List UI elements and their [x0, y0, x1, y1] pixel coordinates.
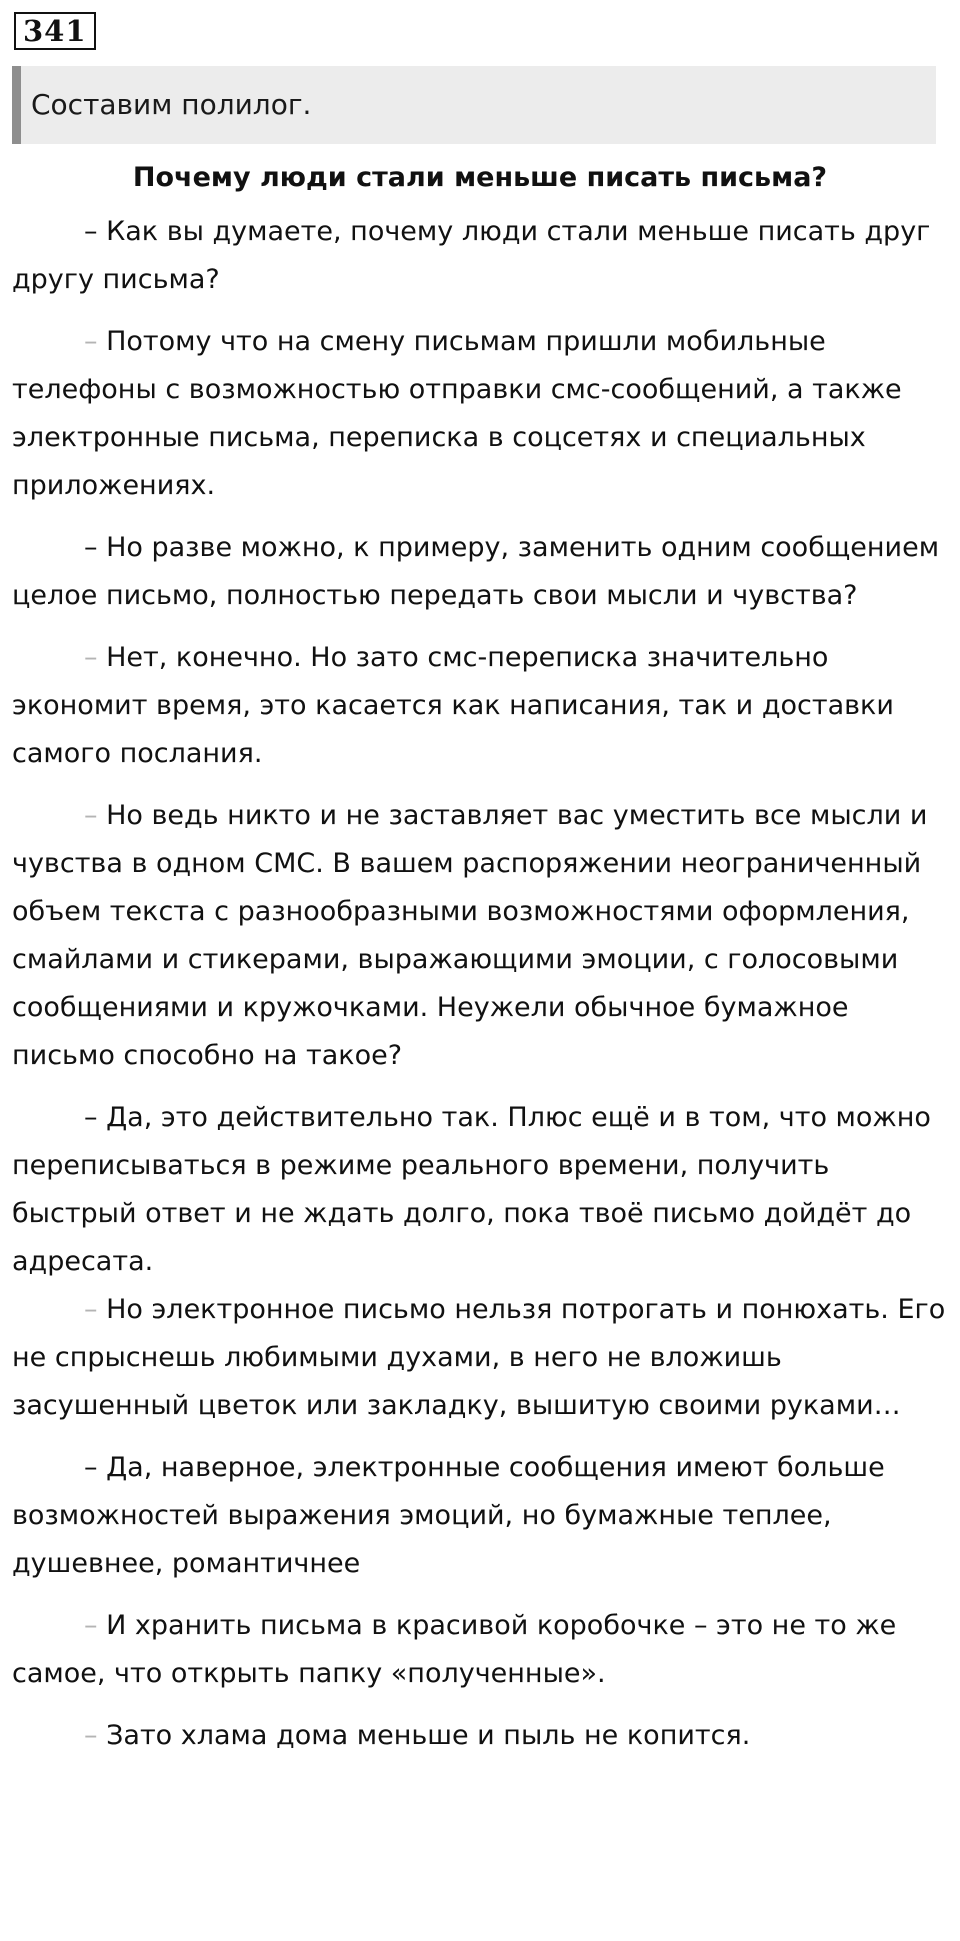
- reply-1: [12, 208, 948, 304]
- reply-dash: –: [84, 1720, 98, 1751]
- reply-text: Как вы думаете, почему люди стали меньше писать друг другу письма?: [12, 216, 931, 295]
- reply-text: Но электронное письмо нельзя потрогать и понюхать. Его не спрыснешь любимыми духами, в него не вложишь засушенный цветок или закладку, вышитую своими руками…: [12, 1294, 946, 1421]
- reply-8: [12, 1444, 948, 1588]
- reply-dash: –: [84, 532, 98, 563]
- reply-7: [12, 1286, 948, 1430]
- reply-dash: –: [84, 642, 98, 673]
- reply-text: Зато хлама дома меньше и пыль не копится.: [97, 1720, 751, 1751]
- reply-text: Но ведь никто и не заставляет вас уместить все мысли и чувства в одном СМС. В вашем распоряжении неограниченный объем текста с разнообразными возможностями оформления, смайлами и стикерами, выражающими эмоции, с голосовыми сообщениями и кружочками. Неужели обычное бумажное письмо способно на такое?: [12, 800, 928, 1071]
- reply-dash: –: [84, 1294, 98, 1325]
- reply-text: И хранить письма в красивой коробочке – это не то же самое, что открыть папку «полученные».: [12, 1610, 897, 1689]
- reply-text: Но разве можно, к примеру, заменить одним сообщением целое письмо, полностью передать свои мысли и чувства?: [12, 532, 940, 611]
- reply-2: [12, 318, 948, 510]
- dialogue-text: [12, 160, 948, 1774]
- dialogue-title: Почему люди стали меньше писать письма?: [132, 162, 828, 193]
- reply-dash: –: [84, 800, 98, 831]
- reply-6: [12, 1094, 948, 1286]
- reply-dash: –: [84, 1452, 98, 1483]
- reply-text: Да, это действительно так. Плюс ещё и в том, что можно переписываться в режиме реального времени, получить быстрый ответ и не ждать долго, пока твоё письмо дойдёт до адресата.: [12, 1102, 931, 1277]
- reply-dash: –: [84, 1610, 98, 1641]
- reply-dash: –: [84, 216, 98, 247]
- reply-dash: –: [84, 326, 98, 357]
- reply-dash: –: [84, 1102, 98, 1133]
- reply-3: [12, 524, 948, 620]
- reply-text: Да, наверное, электронные сообщения имеют больше возможностей выражения эмоций, но бумажные теплее, душевнее, романтичнее: [12, 1452, 885, 1579]
- reply-4: [12, 634, 948, 778]
- task-instruction: Составим полилог.: [12, 66, 936, 144]
- exercise-number: 341: [14, 12, 96, 50]
- reply-text: Потому что на смену письмам пришли мобильные телефоны с возможностью отправки смс-сообщений, а также электронные письма, переписка в соцсетях и специальных приложениях.: [12, 326, 902, 501]
- reply-text: Нет, конечно. Но зато смс-переписка значительно экономит время, это касается как написания, так и доставки самого послания.: [12, 642, 894, 769]
- reply-10: [12, 1712, 948, 1760]
- reply-9: [12, 1602, 948, 1698]
- reply-5: [12, 792, 948, 1080]
